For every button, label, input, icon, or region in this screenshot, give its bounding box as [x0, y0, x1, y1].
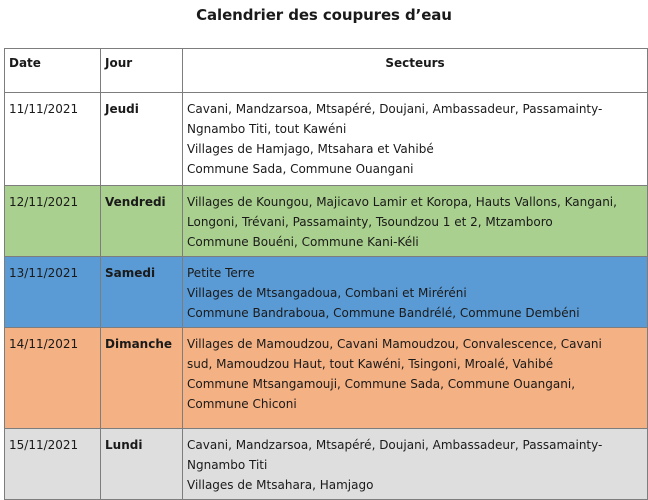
table-row [5, 328, 648, 429]
row-day: Vendredi [101, 186, 183, 257]
sector-line: Cavani, Mandzarsoa, Mtsapéré, Doujani, Ambassadeur, Passamainty- [187, 102, 603, 116]
row-date: 13/11/2021 [5, 257, 101, 328]
sector-line: Villages de Hamjago, Mtsahara et Vahibé [187, 142, 434, 156]
header-date: Date [5, 49, 101, 93]
table-row [5, 429, 648, 500]
sector-line: Commune Bandraboua, Commune Bandrélé, Commune Dembéni [187, 306, 580, 320]
table-row [5, 93, 648, 186]
schedule-table-container [4, 48, 647, 500]
sector-line: Villages de Mtsahara, Hamjago [187, 478, 374, 492]
sector-line: Villages de Koungou, Majicavo Lamir et Koropa, Hauts Vallons, Kangani, [187, 195, 617, 209]
row-sectors [183, 328, 648, 429]
sector-line: Villages de Mamoudzou, Cavani Mamoudzou, Convalescence, Cavani [187, 337, 602, 351]
row-sectors [183, 93, 648, 186]
sector-line: Ngnambo Titi, tout Kawéni [187, 122, 347, 136]
row-sectors [183, 429, 648, 500]
row-date: 12/11/2021 [5, 186, 101, 257]
table-row [5, 257, 648, 328]
sector-line: sud, Mamoudzou Haut, tout Kawéni, Tsingoni, Mroalé, Vahibé [187, 357, 554, 371]
row-sectors [183, 186, 648, 257]
row-date: 14/11/2021 [5, 328, 101, 429]
sector-line: Commune Bouéni, Commune Kani-Kéli [187, 235, 419, 249]
water-cut-schedule-table [4, 48, 648, 500]
row-date: 11/11/2021 [5, 93, 101, 186]
table-header-row [5, 49, 648, 93]
sector-line: Longoni, Trévani, Passamainty, Tsoundzou 1 et 2, Mtzamboro [187, 215, 553, 229]
row-day: Jeudi [101, 93, 183, 186]
sector-line: Ngnambo Titi [187, 458, 268, 472]
row-date: 15/11/2021 [5, 429, 101, 500]
sector-line: Cavani, Mandzarsoa, Mtsapéré, Doujani, Ambassadeur, Passamainty- [187, 438, 603, 452]
row-day: Dimanche [101, 328, 183, 429]
sector-line: Commune Mtsangamouji, Commune Sada, Commune Ouangani, [187, 377, 576, 391]
sector-line: Villages de Mtsangadoua, Combani et Miréréni [187, 286, 467, 300]
header-sectors: Secteurs [183, 49, 648, 93]
row-day: Lundi [101, 429, 183, 500]
sector-line: Petite Terre [187, 266, 255, 280]
row-day: Samedi [101, 257, 183, 328]
row-sectors [183, 257, 648, 328]
page-title: Calendrier des coupures d’eau [196, 6, 452, 24]
table-row [5, 186, 648, 257]
header-day: Jour [101, 49, 183, 93]
sector-line: Commune Sada, Commune Ouangani [187, 162, 414, 176]
sector-line: Commune Chiconi [187, 397, 297, 411]
